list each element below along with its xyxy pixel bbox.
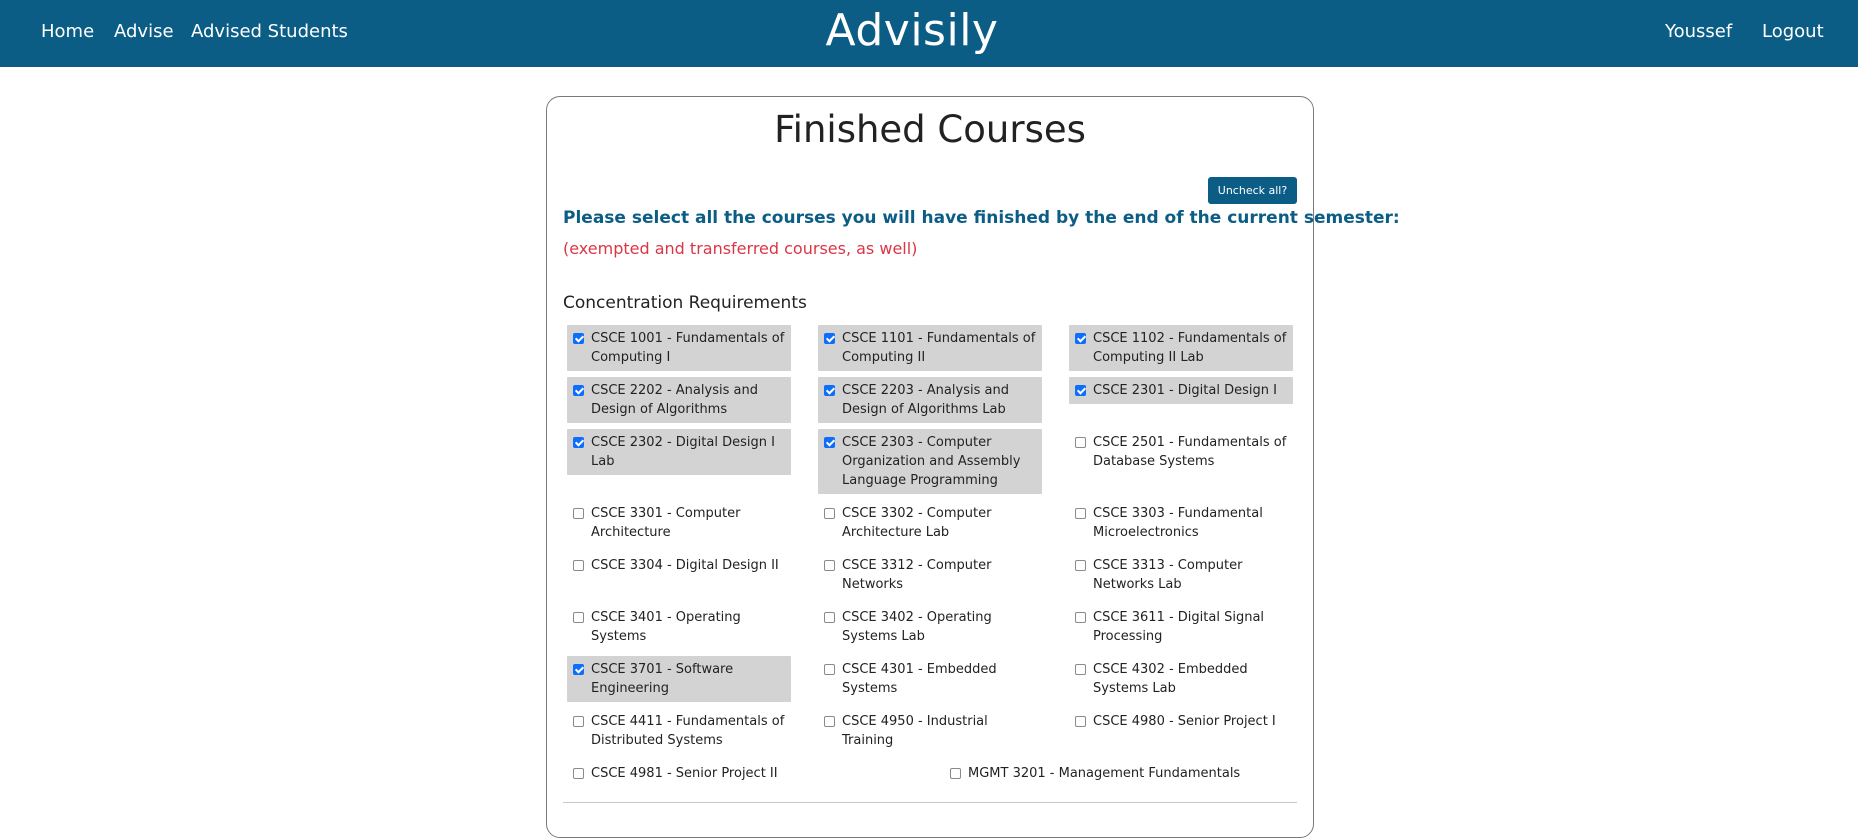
course-label: CSCE 4950 - Industrial Training — [842, 714, 988, 748]
course-item[interactable] — [818, 604, 1042, 650]
course-label: CSCE 2302 - Digital Design I Lab — [591, 435, 775, 469]
course-item[interactable] — [1069, 604, 1293, 650]
checkbox[interactable] — [1075, 664, 1086, 675]
checkbox[interactable] — [824, 664, 835, 675]
course-item[interactable] — [567, 656, 791, 702]
checkbox[interactable] — [950, 768, 961, 779]
checkbox[interactable] — [573, 385, 584, 396]
course-label: CSCE 1001 - Fundamentals of Computing I — [591, 331, 785, 365]
nav-logout-link[interactable]: Logout — [1762, 21, 1824, 42]
checkbox[interactable] — [824, 508, 835, 519]
course-label: CSCE 3303 - Fundamental Microelectronics — [1093, 506, 1263, 540]
course-item[interactable] — [567, 708, 791, 754]
course-item[interactable] — [1069, 708, 1293, 735]
checkbox[interactable] — [573, 664, 584, 675]
course-item[interactable] — [944, 760, 1284, 787]
checkbox[interactable] — [824, 437, 835, 448]
course-label: CSCE 3701 - Software Engineering — [591, 662, 734, 696]
course-item[interactable] — [567, 552, 791, 579]
nav-advise-link[interactable]: Advise — [114, 21, 174, 42]
checkbox[interactable] — [573, 508, 584, 519]
course-label: CSCE 2202 - Analysis and Design of Algorithms — [591, 383, 758, 417]
checkbox[interactable] — [1075, 508, 1086, 519]
exempted-note: (exempted and transferred courses, as well) — [563, 239, 918, 258]
checkbox[interactable] — [573, 768, 584, 779]
checkbox[interactable] — [573, 333, 584, 344]
course-item[interactable] — [567, 325, 791, 371]
course-label: CSCE 2303 - Computer Organization and Assembly Language Programming — [842, 435, 1021, 488]
uncheck-all-button[interactable]: Uncheck all? — [1208, 177, 1297, 204]
section-divider — [563, 802, 1297, 803]
nav-advised-students-link[interactable]: Advised Students — [191, 21, 348, 42]
checkbox[interactable] — [573, 560, 584, 571]
course-label: CSCE 3312 - Computer Networks — [842, 558, 992, 592]
course-label: CSCE 1102 - Fundamentals of Computing II Lab — [1093, 331, 1287, 365]
checkbox[interactable] — [824, 385, 835, 396]
course-label: CSCE 3401 - Operating Systems — [591, 610, 741, 644]
course-item[interactable] — [818, 325, 1042, 371]
course-item[interactable] — [818, 656, 1042, 702]
page-title: Finished Courses — [774, 108, 1086, 151]
course-label: CSCE 2301 - Digital Design I — [1093, 383, 1277, 398]
checkbox[interactable] — [1075, 333, 1086, 344]
section-title-concentration: Concentration Requirements — [563, 293, 807, 313]
course-item[interactable] — [1069, 429, 1293, 475]
nav-user-link[interactable]: Youssef — [1665, 21, 1733, 42]
course-item[interactable] — [1069, 656, 1293, 702]
course-item[interactable] — [1069, 377, 1293, 404]
checkbox[interactable] — [573, 437, 584, 448]
course-label: CSCE 3402 - Operating Systems Lab — [842, 610, 992, 644]
checkbox[interactable] — [824, 716, 835, 727]
course-item[interactable] — [567, 429, 791, 475]
course-item[interactable] — [818, 429, 1042, 494]
course-item[interactable] — [818, 552, 1042, 598]
course-label: CSCE 3313 - Computer Networks Lab — [1093, 558, 1243, 592]
nav-home-link[interactable]: Home — [41, 21, 95, 42]
course-label: CSCE 4411 - Fundamentals of Distributed Systems — [591, 714, 785, 748]
course-label: CSCE 3301 - Computer Architecture — [591, 506, 741, 540]
course-item[interactable] — [1069, 325, 1293, 371]
course-item[interactable] — [567, 377, 791, 423]
course-label: CSCE 2203 - Analysis and Design of Algorithms Lab — [842, 383, 1009, 417]
course-label: CSCE 4302 - Embedded Systems Lab — [1093, 662, 1248, 696]
navbar — [0, 0, 1858, 67]
course-item[interactable] — [1069, 552, 1293, 598]
course-label: CSCE 1101 - Fundamentals of Computing II — [842, 331, 1036, 365]
course-item[interactable] — [567, 500, 791, 546]
course-label: CSCE 4981 - Senior Project II — [591, 766, 778, 781]
checkbox[interactable] — [573, 716, 584, 727]
course-label: CSCE 3302 - Computer Architecture Lab — [842, 506, 992, 540]
course-label: CSCE 2501 - Fundamentals of Database Systems — [1093, 435, 1287, 469]
course-item[interactable] — [567, 604, 791, 650]
course-label: CSCE 3611 - Digital Signal Processing — [1093, 610, 1265, 644]
finished-courses-card — [546, 96, 1400, 838]
course-label: MGMT 3201 - Management Fundamentals — [968, 766, 1241, 781]
course-label: CSCE 4980 - Senior Project I — [1093, 714, 1276, 729]
course-label: CSCE 3304 - Digital Design II — [591, 558, 779, 573]
course-item[interactable] — [818, 708, 1042, 754]
course-item[interactable] — [1069, 500, 1293, 546]
course-item[interactable] — [818, 377, 1042, 423]
checkbox[interactable] — [573, 612, 584, 623]
course-label: CSCE 4301 - Embedded Systems — [842, 662, 997, 696]
checkbox[interactable] — [1075, 716, 1086, 727]
course-item[interactable] — [818, 500, 1042, 546]
checkbox[interactable] — [824, 612, 835, 623]
checkbox[interactable] — [824, 560, 835, 571]
course-item[interactable] — [567, 760, 791, 787]
instruction-text: Please select all the courses you will have finished by the end of the current semester: — [563, 208, 1400, 228]
checkbox[interactable] — [824, 333, 835, 344]
brand-logo[interactable]: Advisily — [825, 5, 999, 56]
checkbox[interactable] — [1075, 612, 1086, 623]
checkbox[interactable] — [1075, 437, 1086, 448]
checkbox[interactable] — [1075, 385, 1086, 396]
checkbox[interactable] — [1075, 560, 1086, 571]
